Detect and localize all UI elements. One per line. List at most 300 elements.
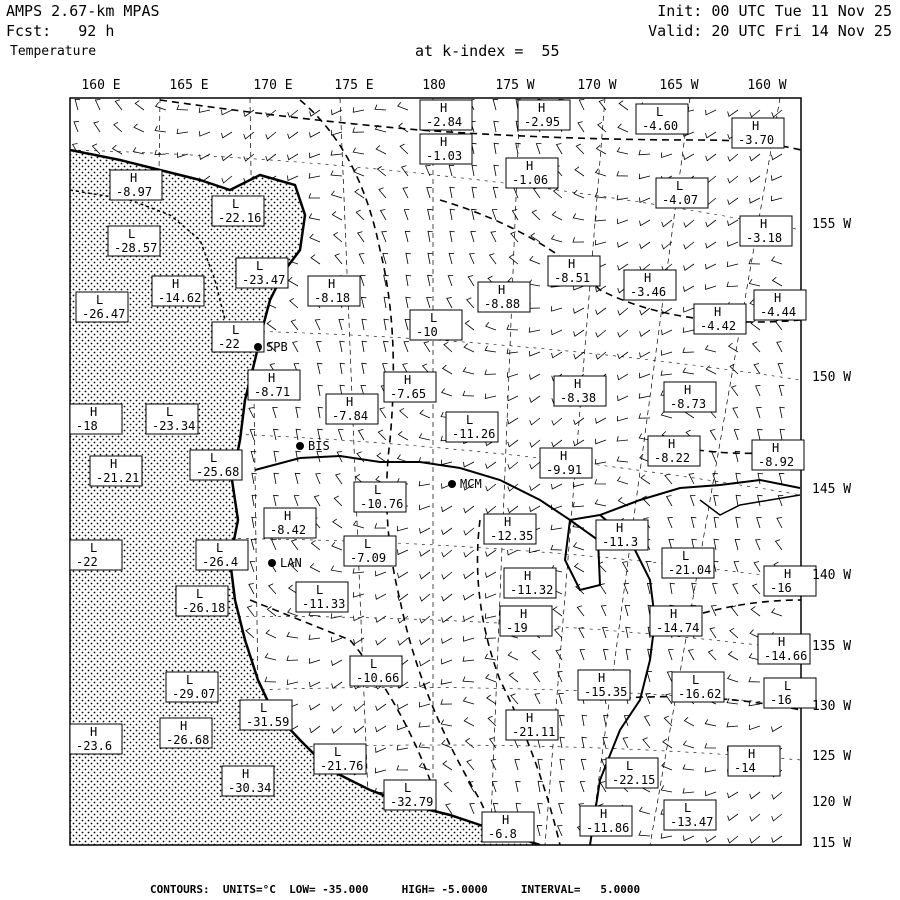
wind-barb — [582, 737, 587, 748]
wind-barb — [508, 506, 518, 513]
wind-barb — [530, 374, 541, 379]
extremum-type: H — [520, 607, 528, 621]
wind-barb — [406, 253, 411, 264]
wind-barb — [398, 550, 409, 555]
wind-barb — [530, 256, 540, 264]
wind-barb — [178, 152, 189, 157]
wind-barb — [706, 791, 716, 796]
wind-barb — [419, 702, 430, 707]
wind-barb — [711, 606, 716, 617]
wind-barb — [538, 759, 543, 770]
wind-barb — [441, 460, 452, 465]
wind-barb — [354, 726, 364, 733]
extremum-type: H — [748, 747, 756, 761]
extremum-box — [296, 582, 348, 612]
wind-barb — [376, 747, 387, 752]
wind-barb — [316, 474, 321, 485]
wind-barb — [530, 484, 540, 490]
station-dot — [448, 480, 456, 488]
lat-label: 150 W — [812, 370, 852, 385]
extremum-type: H — [130, 171, 138, 185]
wind-barb — [354, 592, 365, 597]
wind-barb — [133, 147, 144, 154]
wind-barb — [420, 505, 430, 510]
wind-barb — [511, 694, 518, 704]
wind-barb — [485, 654, 496, 660]
wind-barb — [780, 429, 785, 440]
extremum-type: H — [560, 449, 568, 463]
wind-barb — [493, 187, 498, 198]
wind-barb — [734, 562, 739, 572]
wind-barb — [596, 352, 606, 359]
wind-barb — [508, 418, 519, 424]
wind-barb — [339, 319, 344, 330]
wind-barb — [573, 482, 584, 487]
wind-barb — [552, 440, 562, 447]
wind-barb — [199, 108, 210, 113]
wind-barb — [340, 341, 345, 352]
wind-barb — [749, 677, 760, 682]
extremum-type: H — [110, 457, 118, 471]
wind-barb — [380, 408, 386, 418]
station-label: SPB — [266, 340, 288, 354]
wind-barb — [710, 430, 716, 441]
extremum-value: -18 — [76, 419, 98, 433]
wind-barb — [731, 606, 738, 616]
lat-label: 120 W — [812, 795, 852, 810]
wind-barb — [485, 613, 496, 618]
wind-barb — [595, 459, 606, 464]
wind-barb — [486, 506, 496, 513]
wind-barb — [428, 231, 433, 242]
extremum-value: -8.42 — [270, 523, 307, 537]
wind-barb — [310, 704, 321, 710]
extremum-type: H — [600, 807, 608, 821]
wind-barb — [376, 594, 387, 599]
extremum-box — [70, 724, 122, 754]
wind-barb — [273, 408, 278, 419]
wind-barb — [463, 391, 474, 396]
wind-barb — [406, 275, 411, 286]
wind-barb — [529, 304, 540, 309]
extremum-value: -2.84 — [426, 115, 463, 129]
wind-barb — [398, 431, 408, 440]
extremum-box — [384, 372, 436, 402]
wind-barb — [398, 572, 409, 578]
wind-barb — [530, 418, 540, 425]
wind-barb — [490, 738, 496, 748]
wind-barb — [560, 715, 565, 726]
extremum-type: H — [616, 521, 624, 535]
wind-barb — [222, 176, 232, 183]
extremum-box — [354, 482, 406, 512]
extremum-value: -12.35 — [490, 529, 534, 543]
lat-label: 145 W — [812, 482, 852, 497]
wind-barb — [575, 563, 585, 572]
extremum-box — [554, 376, 606, 406]
wind-barb — [361, 297, 366, 308]
extremum-type: H — [670, 607, 678, 621]
wind-barb — [618, 352, 628, 359]
wind-barb — [728, 176, 738, 183]
wind-barb — [727, 262, 738, 267]
wind-barb — [331, 566, 342, 572]
wind-barb — [464, 344, 474, 352]
wind-barb — [669, 650, 674, 660]
wind-barb — [714, 495, 719, 506]
wind-barb — [486, 550, 496, 556]
extremum-box — [222, 766, 274, 796]
wind-barb — [464, 616, 475, 621]
extremum-type: H — [752, 119, 760, 133]
extremum-box — [656, 178, 708, 208]
wind-barb — [639, 150, 650, 155]
wind-barb — [530, 462, 540, 469]
wind-barb — [464, 572, 474, 579]
extremum-type: L — [196, 587, 204, 601]
extremum-value: -1.06 — [512, 173, 549, 187]
wind-barb — [377, 166, 386, 176]
wind-barb — [580, 782, 585, 792]
wind-barb — [486, 674, 496, 682]
wind-barb — [560, 759, 565, 770]
extremum-value: -32.79 — [390, 795, 434, 809]
wind-barb — [639, 807, 650, 814]
wind-barb — [252, 495, 257, 506]
wind-barb — [289, 277, 299, 286]
wind-barb — [419, 481, 430, 486]
wind-barb — [750, 792, 760, 799]
extremum-type: H — [524, 569, 532, 583]
wind-barb — [246, 628, 254, 638]
wind-barb — [443, 761, 452, 770]
extremum-box — [146, 404, 198, 434]
extremum-type: L — [656, 105, 664, 119]
extremum-type: H — [328, 277, 336, 291]
extremum-type: L — [430, 311, 438, 325]
wind-barb — [757, 518, 762, 529]
wind-barb — [573, 502, 584, 507]
wind-barb — [618, 330, 628, 337]
wind-barb — [684, 717, 694, 726]
wind-barb — [757, 408, 762, 419]
wind-barb — [625, 605, 630, 616]
extremum-box — [314, 744, 366, 774]
wind-barb — [156, 102, 166, 110]
extremum-type: H — [504, 515, 512, 529]
wind-barb — [618, 219, 628, 224]
wind-barb — [778, 364, 783, 374]
wind-barb — [447, 298, 452, 309]
wind-barb — [332, 726, 342, 733]
wind-barb — [420, 528, 431, 533]
extremum-box — [764, 566, 816, 596]
extremum-value: -31.59 — [246, 715, 290, 729]
wind-barb — [420, 550, 430, 556]
wind-barb — [538, 803, 543, 814]
wind-barb — [551, 525, 562, 530]
wind-barb — [595, 192, 606, 198]
wind-barb — [772, 792, 782, 799]
wind-barb — [244, 132, 254, 139]
extremum-value: -16 — [770, 581, 792, 595]
wind-barb — [667, 496, 673, 507]
wind-barb — [357, 452, 364, 462]
wind-barb — [443, 365, 452, 374]
extremum-box — [540, 448, 592, 478]
extremum-value: -4.07 — [662, 193, 699, 207]
wind-barb — [558, 826, 563, 837]
wind-barb — [532, 650, 540, 660]
wind-barb — [772, 726, 783, 732]
wind-barb — [640, 308, 650, 315]
wind-barb — [265, 677, 276, 682]
wind-barb — [332, 191, 343, 198]
wind-barb — [382, 232, 387, 243]
wind-barb — [380, 210, 386, 221]
extremum-value: -13.47 — [670, 815, 714, 829]
wind-barb — [619, 101, 628, 110]
wind-barb — [376, 726, 387, 732]
wind-barb — [177, 129, 188, 134]
wind-barb — [706, 110, 717, 115]
extremum-type: L — [260, 701, 268, 715]
wind-barb — [596, 330, 606, 337]
forecast-hour: Fcst: 92 h — [6, 22, 115, 40]
wind-barb — [728, 154, 738, 161]
wind-barb — [155, 150, 166, 155]
extremum-value: -8.97 — [116, 185, 153, 199]
wind-barb — [706, 242, 716, 248]
wind-barb — [358, 232, 364, 242]
wind-barb — [398, 638, 408, 645]
wind-barb — [508, 462, 518, 469]
wind-barb — [294, 496, 299, 506]
wind-barb — [706, 366, 716, 374]
valid-time: Valid: 20 UTC Fri 14 Nov 25 — [648, 22, 892, 40]
wind-barb — [573, 237, 584, 242]
extremum-box — [504, 568, 556, 598]
wind-barb — [376, 638, 386, 645]
extremum-value: -14.62 — [158, 291, 202, 305]
wind-barb — [293, 342, 298, 353]
wind-barb — [645, 716, 651, 727]
extremum-value: -10.76 — [360, 497, 404, 511]
extremum-value: -26.18 — [182, 601, 226, 615]
extremum-type: H — [598, 671, 606, 685]
wind-barb — [661, 370, 672, 375]
wind-barb — [442, 550, 452, 557]
extremum-box — [518, 100, 570, 130]
wind-barb — [618, 477, 629, 484]
wind-barb — [508, 372, 519, 377]
wind-barb — [603, 628, 608, 639]
wind-barb — [596, 308, 606, 315]
lat-label: 115 W — [812, 836, 852, 851]
wind-barb — [332, 211, 342, 220]
wind-barb — [402, 166, 408, 176]
wind-barb — [574, 190, 584, 198]
wind-barb — [486, 572, 497, 577]
extremum-box — [344, 536, 396, 566]
wind-barb — [683, 764, 694, 770]
wind-barb — [596, 418, 607, 423]
extremum-type: H — [526, 711, 534, 725]
wind-barb — [581, 759, 586, 770]
extremum-type: H — [784, 567, 792, 581]
wind-barb — [756, 386, 761, 397]
extremum-box — [694, 304, 746, 334]
wind-barb — [442, 594, 452, 601]
wind-barb — [626, 627, 631, 638]
lon-label: 170 W — [577, 78, 617, 93]
wind-barb — [420, 594, 430, 601]
wind-barb — [334, 496, 342, 506]
wind-barb — [376, 616, 386, 622]
wind-barb — [249, 584, 254, 595]
wind-barb — [94, 122, 100, 132]
wind-barb — [331, 150, 342, 155]
wind-barb — [315, 320, 320, 331]
wind-barb — [403, 188, 408, 199]
wind-barb — [420, 638, 430, 645]
extremum-value: -19 — [506, 621, 528, 635]
wind-barb — [750, 814, 760, 821]
wind-barb — [379, 188, 386, 198]
wind-barb — [375, 105, 386, 110]
extremum-type: L — [370, 657, 378, 671]
extremum-box — [236, 258, 288, 288]
wind-barb — [689, 650, 694, 661]
wind-barb — [333, 519, 342, 528]
extremum-type: H — [538, 101, 546, 115]
wind-barb — [598, 122, 606, 132]
wind-barb — [428, 209, 433, 220]
wind-barb — [617, 147, 628, 154]
wind-barb — [406, 297, 411, 308]
wind-barb — [557, 144, 563, 155]
wind-barb — [222, 110, 233, 115]
wind-barb — [155, 126, 166, 132]
lon-label: 165 E — [169, 78, 209, 93]
wind-barb — [356, 210, 364, 220]
wind-barb — [464, 594, 475, 600]
extremum-value: -6.8 — [488, 827, 517, 841]
wind-barb — [467, 298, 474, 308]
extremum-box — [410, 310, 462, 340]
extremum-type: H — [568, 257, 576, 271]
wind-barb — [384, 297, 389, 308]
extremum-type: H — [526, 159, 534, 173]
wind-barb — [779, 473, 784, 484]
wind-barb — [712, 452, 717, 463]
wind-barb — [559, 804, 564, 815]
wind-barb — [420, 660, 431, 666]
wind-barb — [310, 132, 321, 137]
wind-barb — [664, 716, 672, 726]
wind-barb — [618, 308, 628, 315]
wind-barb — [618, 264, 628, 270]
wind-barb — [582, 715, 587, 726]
wind-barb — [647, 562, 652, 572]
wind-barb — [115, 100, 122, 110]
init-time: Init: 00 UTC Tue 11 Nov 25 — [657, 2, 892, 20]
wind-barb — [485, 394, 496, 399]
wind-barb — [442, 389, 452, 397]
wind-barb — [135, 101, 144, 110]
wind-barb — [750, 176, 760, 182]
wind-barb — [470, 804, 475, 815]
lon-label: 160 E — [81, 78, 121, 93]
extremum-type: L — [216, 541, 224, 555]
extremum-type: H — [644, 271, 652, 285]
wind-barb — [729, 651, 739, 660]
wind-barb — [354, 616, 365, 621]
wind-barb — [353, 107, 364, 112]
wind-barb — [779, 385, 784, 396]
wind-barb — [309, 193, 320, 198]
wind-barb — [428, 275, 433, 286]
wind-barb — [362, 363, 367, 374]
extremum-box — [548, 256, 600, 286]
wind-barb — [735, 539, 740, 550]
wind-barb — [267, 607, 276, 617]
extremum-value: -28.57 — [114, 241, 158, 255]
extremum-type: H — [774, 291, 782, 305]
extremum-type: H — [90, 405, 98, 419]
wind-barb — [362, 341, 367, 352]
wind-barb — [292, 540, 299, 550]
wind-barb — [777, 342, 782, 353]
extremum-type: H — [242, 767, 250, 781]
wind-barb — [727, 698, 738, 704]
wind-barb — [537, 825, 542, 836]
wind-barb — [296, 407, 301, 418]
extremum-type: H — [284, 509, 292, 523]
wind-barb — [252, 473, 257, 484]
wind-barb — [472, 187, 477, 198]
wind-barb — [617, 195, 628, 200]
wind-barb — [251, 539, 256, 550]
wind-barb — [749, 279, 760, 286]
wind-barb — [574, 440, 585, 446]
wind-barb — [728, 220, 739, 226]
wind-barb — [618, 242, 629, 247]
extremum-type: L — [210, 451, 218, 465]
wind-barb — [338, 430, 343, 440]
wind-barb — [532, 210, 540, 220]
wind-barb — [578, 122, 584, 132]
extremum-value: -7.65 — [390, 387, 427, 401]
extremum-box — [160, 718, 212, 748]
wind-barb — [646, 694, 651, 705]
extremum-value: -26.47 — [82, 307, 126, 321]
wind-barb — [494, 143, 499, 154]
extremum-value: -4.42 — [700, 319, 737, 333]
wind-barb — [332, 682, 342, 688]
wind-barb — [683, 368, 694, 374]
extremum-box — [240, 700, 292, 730]
wind-barb — [266, 110, 276, 117]
wind-barb — [536, 144, 541, 154]
wind-barb — [466, 738, 475, 748]
wind-barb — [290, 298, 298, 308]
wind-barb — [331, 613, 342, 618]
extremum-box — [624, 270, 676, 300]
wind-barb — [288, 176, 299, 181]
extremum-box — [636, 104, 688, 134]
wind-barb — [780, 407, 785, 418]
